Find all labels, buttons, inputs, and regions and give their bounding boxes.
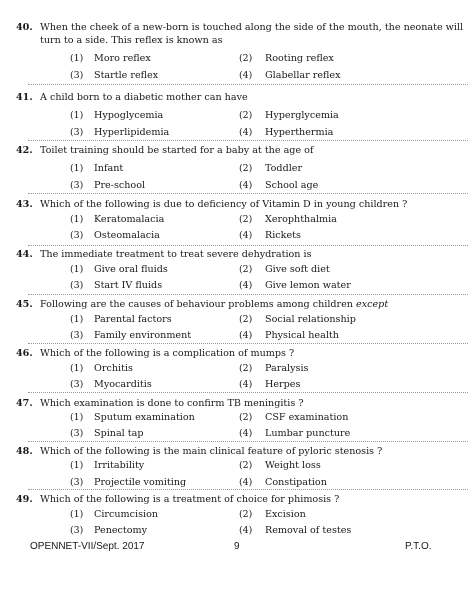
- option-number: (1): [70, 460, 84, 471]
- option-text: Start IV fluids: [94, 280, 163, 291]
- option-text: Keratomalacia: [94, 214, 165, 225]
- option-number: (3): [70, 379, 84, 390]
- option-number: (1): [70, 163, 84, 174]
- option-text: Rickets: [265, 230, 301, 241]
- option-number: (1): [70, 264, 84, 275]
- option-text: Toddler: [265, 163, 303, 174]
- option-text: Parental factors: [94, 314, 172, 325]
- option-text: Sputum examination: [94, 412, 195, 423]
- divider: [28, 193, 468, 194]
- question-text: Which of the following is the main clinical feature of pyloric stenosis ?: [40, 446, 383, 457]
- option-number: (2): [239, 214, 253, 225]
- option-number: (2): [239, 363, 253, 374]
- question-text: Toilet training should be started for a baby at the age of: [40, 145, 314, 156]
- option-number: (2): [239, 412, 253, 423]
- question-number: 45.: [16, 299, 33, 310]
- option-number: (2): [239, 110, 253, 121]
- pto-label: P.T.O.: [405, 541, 432, 552]
- option-text: Paralysis: [265, 363, 309, 374]
- option-text: Excision: [265, 509, 306, 520]
- divider: [28, 392, 468, 393]
- option-text: Removal of testes: [265, 525, 352, 536]
- option-number: (1): [70, 314, 84, 325]
- option-text: Circumcision: [94, 509, 159, 520]
- question-number: 48.: [16, 446, 33, 457]
- divider: [28, 441, 468, 442]
- option-number: (4): [239, 330, 253, 341]
- option-text: Hyperthermia: [265, 127, 334, 138]
- divider: [28, 140, 468, 141]
- option-text: Irritability: [94, 460, 145, 471]
- divider: [28, 84, 468, 85]
- option-number: (1): [70, 214, 84, 225]
- option-text: Hypoglycemia: [94, 110, 164, 121]
- question-text: Which of the following is due to deficiency of Vitamin D in young children ?: [40, 199, 408, 210]
- divider: [28, 294, 468, 295]
- question-text: A child born to a diabetic mother can have: [40, 92, 248, 103]
- question-number: 46.: [16, 348, 33, 359]
- option-text: Weight loss: [265, 460, 321, 471]
- option-text: Hyperlipidemia: [94, 127, 170, 138]
- question-number: 40.: [16, 22, 33, 33]
- question-text: Which of the following is a treatment of choice for phimosis ?: [40, 494, 340, 505]
- option-number: (2): [239, 314, 253, 325]
- option-text: School age: [265, 180, 319, 191]
- option-number: (3): [70, 127, 84, 138]
- option-text: Lumbar puncture: [265, 428, 351, 439]
- option-text: Physical health: [265, 330, 339, 341]
- exam-code: OPENNET-VII/Sept. 2017: [30, 541, 145, 552]
- option-text: Glabellar reflex: [265, 70, 341, 81]
- option-number: (2): [239, 53, 253, 64]
- question-text: Which of the following is a complication of mumps ?: [40, 348, 295, 359]
- option-number: (2): [239, 509, 253, 520]
- option-number: (2): [239, 460, 253, 471]
- page-number: 9: [234, 541, 240, 552]
- option-number: (1): [70, 412, 84, 423]
- option-number: (4): [239, 70, 253, 81]
- option-number: (1): [70, 509, 84, 520]
- option-text: Give lemon water: [265, 280, 351, 291]
- divider: [28, 489, 468, 490]
- option-number: (4): [239, 280, 253, 291]
- option-text: Family environment: [94, 330, 192, 341]
- option-text: Give soft diet: [265, 264, 330, 275]
- option-text: Constipation: [265, 477, 327, 488]
- question-text: Following are the causes of behaviour problems among children except: [40, 299, 389, 310]
- option-text: CSF examination: [265, 412, 349, 423]
- option-text: Penectomy: [94, 525, 148, 536]
- option-number: (1): [70, 53, 84, 64]
- option-number: (4): [239, 180, 253, 191]
- divider: [28, 245, 468, 246]
- option-text: Pre-school: [94, 180, 146, 191]
- option-number: (3): [70, 428, 84, 439]
- question-number: 44.: [16, 249, 33, 260]
- option-number: (1): [70, 363, 84, 374]
- option-number: (3): [70, 70, 84, 81]
- question-text: When the cheek of a new-born is touched along the side of the mouth, the neonate will: [40, 22, 464, 33]
- question-number: 49.: [16, 494, 33, 505]
- option-number: (4): [239, 428, 253, 439]
- option-text: Hyperglycemia: [265, 110, 339, 121]
- question-number: 41.: [16, 92, 33, 103]
- option-text: Rooting reflex: [265, 53, 334, 64]
- option-number: (3): [70, 477, 84, 488]
- option-text: Give oral fluids: [94, 264, 168, 275]
- option-number: (3): [70, 525, 84, 536]
- option-number: (3): [70, 330, 84, 341]
- option-text: Herpes: [265, 379, 301, 390]
- divider: [28, 343, 468, 344]
- option-number: (3): [70, 230, 84, 241]
- option-text: Myocarditis: [94, 379, 152, 390]
- option-text: Projectile vomiting: [94, 477, 187, 488]
- option-number: (2): [239, 163, 253, 174]
- option-number: (4): [239, 525, 253, 536]
- question-number: 42.: [16, 145, 33, 156]
- question-number: 43.: [16, 199, 33, 210]
- option-number: (4): [239, 379, 253, 390]
- option-text: Orchitis: [94, 363, 133, 374]
- question-number: 47.: [16, 398, 33, 409]
- option-text: Infant: [94, 163, 124, 174]
- option-text: Startle reflex: [94, 70, 159, 81]
- question-text: Which examination is done to confirm TB meningitis ?: [40, 398, 304, 409]
- option-text: Moro reflex: [94, 53, 151, 64]
- option-number: (4): [239, 230, 253, 241]
- option-number: (1): [70, 110, 84, 121]
- option-number: (4): [239, 477, 253, 488]
- option-number: (3): [70, 280, 84, 291]
- option-text: Spinal tap: [94, 428, 144, 439]
- option-number: (4): [239, 127, 253, 138]
- question-text: The immediate treatment to treat severe dehydration is: [40, 249, 312, 260]
- option-text: Social relationship: [265, 314, 356, 325]
- option-text: Osteomalacia: [94, 230, 160, 241]
- option-number: (3): [70, 180, 84, 191]
- option-text: Xerophthalmia: [265, 214, 337, 225]
- question-text: turn to a side. This reflex is known as: [40, 35, 223, 46]
- option-number: (2): [239, 264, 253, 275]
- emphasis-word: except: [356, 299, 389, 310]
